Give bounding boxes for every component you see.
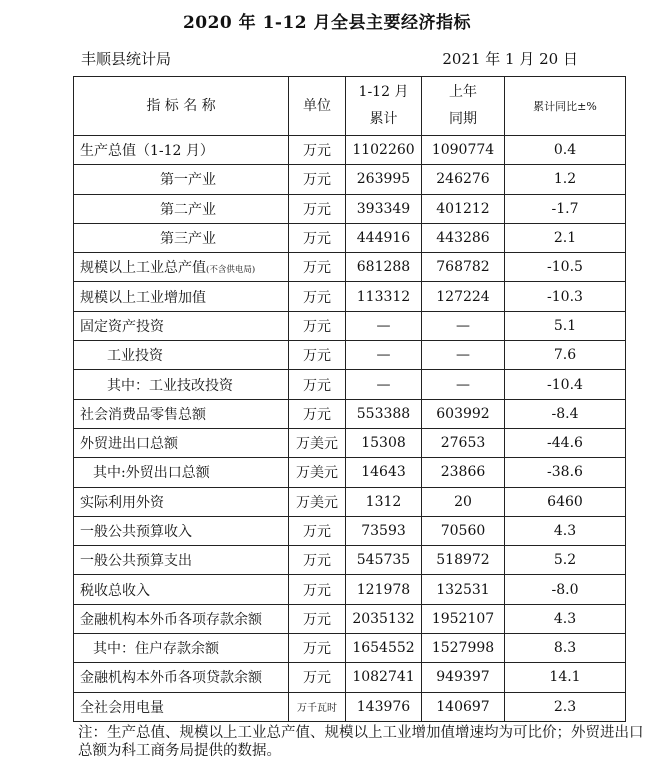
current-value: 545735 [346,546,422,575]
previous-value: 20 [422,487,505,516]
unit: 万元 [289,604,346,633]
yoy-change: 5.1 [505,311,626,340]
header-current-line1: 1-12 月 [358,84,409,100]
indicator-name: 社会消费品零售总额 [74,399,289,428]
current-value: 14643 [346,458,422,487]
previous-value: 518972 [422,546,505,575]
indicator-name [74,253,289,282]
unit: 万美元 [289,428,346,457]
table-row [74,282,626,311]
indicator-name: 金融机构本外币各项贷款余额 [74,663,289,692]
indicator-name: 其中：工业技改投资 [74,370,289,399]
current-value: 1312 [346,487,422,516]
current-value: 1654552 [346,634,422,663]
previous-value: 949397 [422,663,505,692]
header-previous-line2: 同期 [449,111,477,127]
indicator-name: 第三产业 [74,223,289,252]
publish-date: 2021 年 1 月 20 日 [442,50,578,68]
table-row [74,663,626,692]
indicator-name: 一般公共预算收入 [74,516,289,545]
unit: 万元 [289,575,346,604]
yoy-change: 0.4 [505,136,626,165]
previous-value: 246276 [422,165,505,194]
unit: 万元 [289,136,346,165]
economic-indicators-table [73,76,626,722]
current-value: 73593 [346,516,422,545]
unit: 万元 [289,194,346,223]
table-row [74,370,626,399]
table-row [74,194,626,223]
current-value: 1082741 [346,663,422,692]
current-value: 263995 [346,165,422,194]
yoy-change: -8.4 [505,399,626,428]
previous-value: 603992 [422,399,505,428]
unit: 万元 [289,399,346,428]
previous-value: 1527998 [422,634,505,663]
table-row [74,458,626,487]
yoy-change: 8.3 [505,634,626,663]
unit: 万元 [289,253,346,282]
unit: 万元 [289,341,346,370]
previous-value: 27653 [422,428,505,457]
current-value: 121978 [346,575,422,604]
indicator-name: 其中:外贸出口总额 [74,458,289,487]
yoy-change: 14.1 [505,663,626,692]
current-value: 681288 [346,253,422,282]
indicator-name-text: 规模以上工业总产值 [80,260,206,277]
current-value: 113312 [346,282,422,311]
unit: 万元 [289,663,346,692]
unit: 万美元 [289,458,346,487]
table-header-row [74,77,626,136]
indicator-note: (不含供电局) [206,265,256,276]
unit: 万美元 [289,487,346,516]
current-value: 393349 [346,194,422,223]
yoy-change: -38.6 [505,458,626,487]
table-row [74,428,626,457]
table-row [74,634,626,663]
page-title: 2020 年 1-12 月全县主要经济指标 [182,13,472,33]
indicator-name: 税收总收入 [74,575,289,604]
header-current-line2: 累计 [369,111,398,127]
table-row [74,604,626,633]
current-value: 143976 [346,692,422,721]
unit: 万元 [289,370,346,399]
yoy-change: 6460 [505,487,626,516]
indicator-name: 生产总值（1-12 月） [74,136,289,165]
current-value: 1102260 [346,136,422,165]
table-row [74,516,626,545]
indicator-name: 一般公共预算支出 [74,546,289,575]
indicator-name: 工业投资 [74,341,289,370]
current-value: 444916 [346,223,422,252]
table-row [74,253,626,282]
unit: 万元 [289,165,346,194]
previous-value: 132531 [422,575,505,604]
header-indicator-name: 指 标 名 称 [74,77,289,136]
table-row [74,575,626,604]
indicator-name: 固定资产投资 [74,311,289,340]
yoy-change: 2.3 [505,692,626,721]
table-row [74,692,626,721]
previous-value: 443286 [422,223,505,252]
header-previous [422,77,505,136]
yoy-change: -10.5 [505,253,626,282]
table-row [74,487,626,516]
current-value: — [346,311,422,340]
previous-value: 401212 [422,194,505,223]
previous-value: 1952107 [422,604,505,633]
yoy-change: 7.6 [505,341,626,370]
table-row [74,546,626,575]
previous-value: 140697 [422,692,505,721]
unit: 万元 [289,634,346,663]
yoy-change: -10.3 [505,282,626,311]
unit: 万千瓦时 [289,692,346,721]
indicator-name: 其中：住户存款余额 [74,634,289,663]
yoy-change: 5.2 [505,546,626,575]
current-value: 2035132 [346,604,422,633]
previous-value: 127224 [422,282,505,311]
yoy-change: -10.4 [505,370,626,399]
previous-value: — [422,341,505,370]
unit: 万元 [289,546,346,575]
indicator-name: 金融机构本外币各项存款余额 [74,604,289,633]
current-value: 15308 [346,428,422,457]
table-row [74,165,626,194]
indicator-name: 实际利用外资 [74,487,289,516]
header-previous-line1: 上年 [449,84,477,100]
header-yoy: 累计同比±% [505,77,626,136]
yoy-change: -44.6 [505,428,626,457]
previous-value: 768782 [422,253,505,282]
indicator-name: 全社会用电量 [74,692,289,721]
yoy-change: 1.2 [505,165,626,194]
current-value: — [346,370,422,399]
current-value: 553388 [346,399,422,428]
indicator-name: 第一产业 [74,165,289,194]
indicator-name: 外贸进出口总额 [74,428,289,457]
yoy-change: 2.1 [505,223,626,252]
current-value: — [346,341,422,370]
table-row [74,223,626,252]
yoy-change: 4.3 [505,516,626,545]
table-row [74,136,626,165]
table-row [74,399,626,428]
unit: 万元 [289,282,346,311]
footnote: 注：生产总值、规模以上工业总产值、规模以上工业增加值增速均为可比价；外贸进出口总额为科工商务局提供的数据。 [78,725,644,759]
indicator-name: 第二产业 [74,194,289,223]
previous-value: 23866 [422,458,505,487]
publisher: 丰顺县统计局 [81,50,172,68]
header-current [346,77,422,136]
previous-value: — [422,370,505,399]
unit: 万元 [289,516,346,545]
previous-value: — [422,311,505,340]
yoy-change: -8.0 [505,575,626,604]
yoy-change: -1.7 [505,194,626,223]
indicator-name: 规模以上工业增加值 [74,282,289,311]
unit: 万元 [289,311,346,340]
table-row [74,311,626,340]
previous-value: 1090774 [422,136,505,165]
yoy-change: 4.3 [505,604,626,633]
table-row [74,341,626,370]
unit: 万元 [289,223,346,252]
previous-value: 70560 [422,516,505,545]
header-unit: 单位 [289,77,346,136]
